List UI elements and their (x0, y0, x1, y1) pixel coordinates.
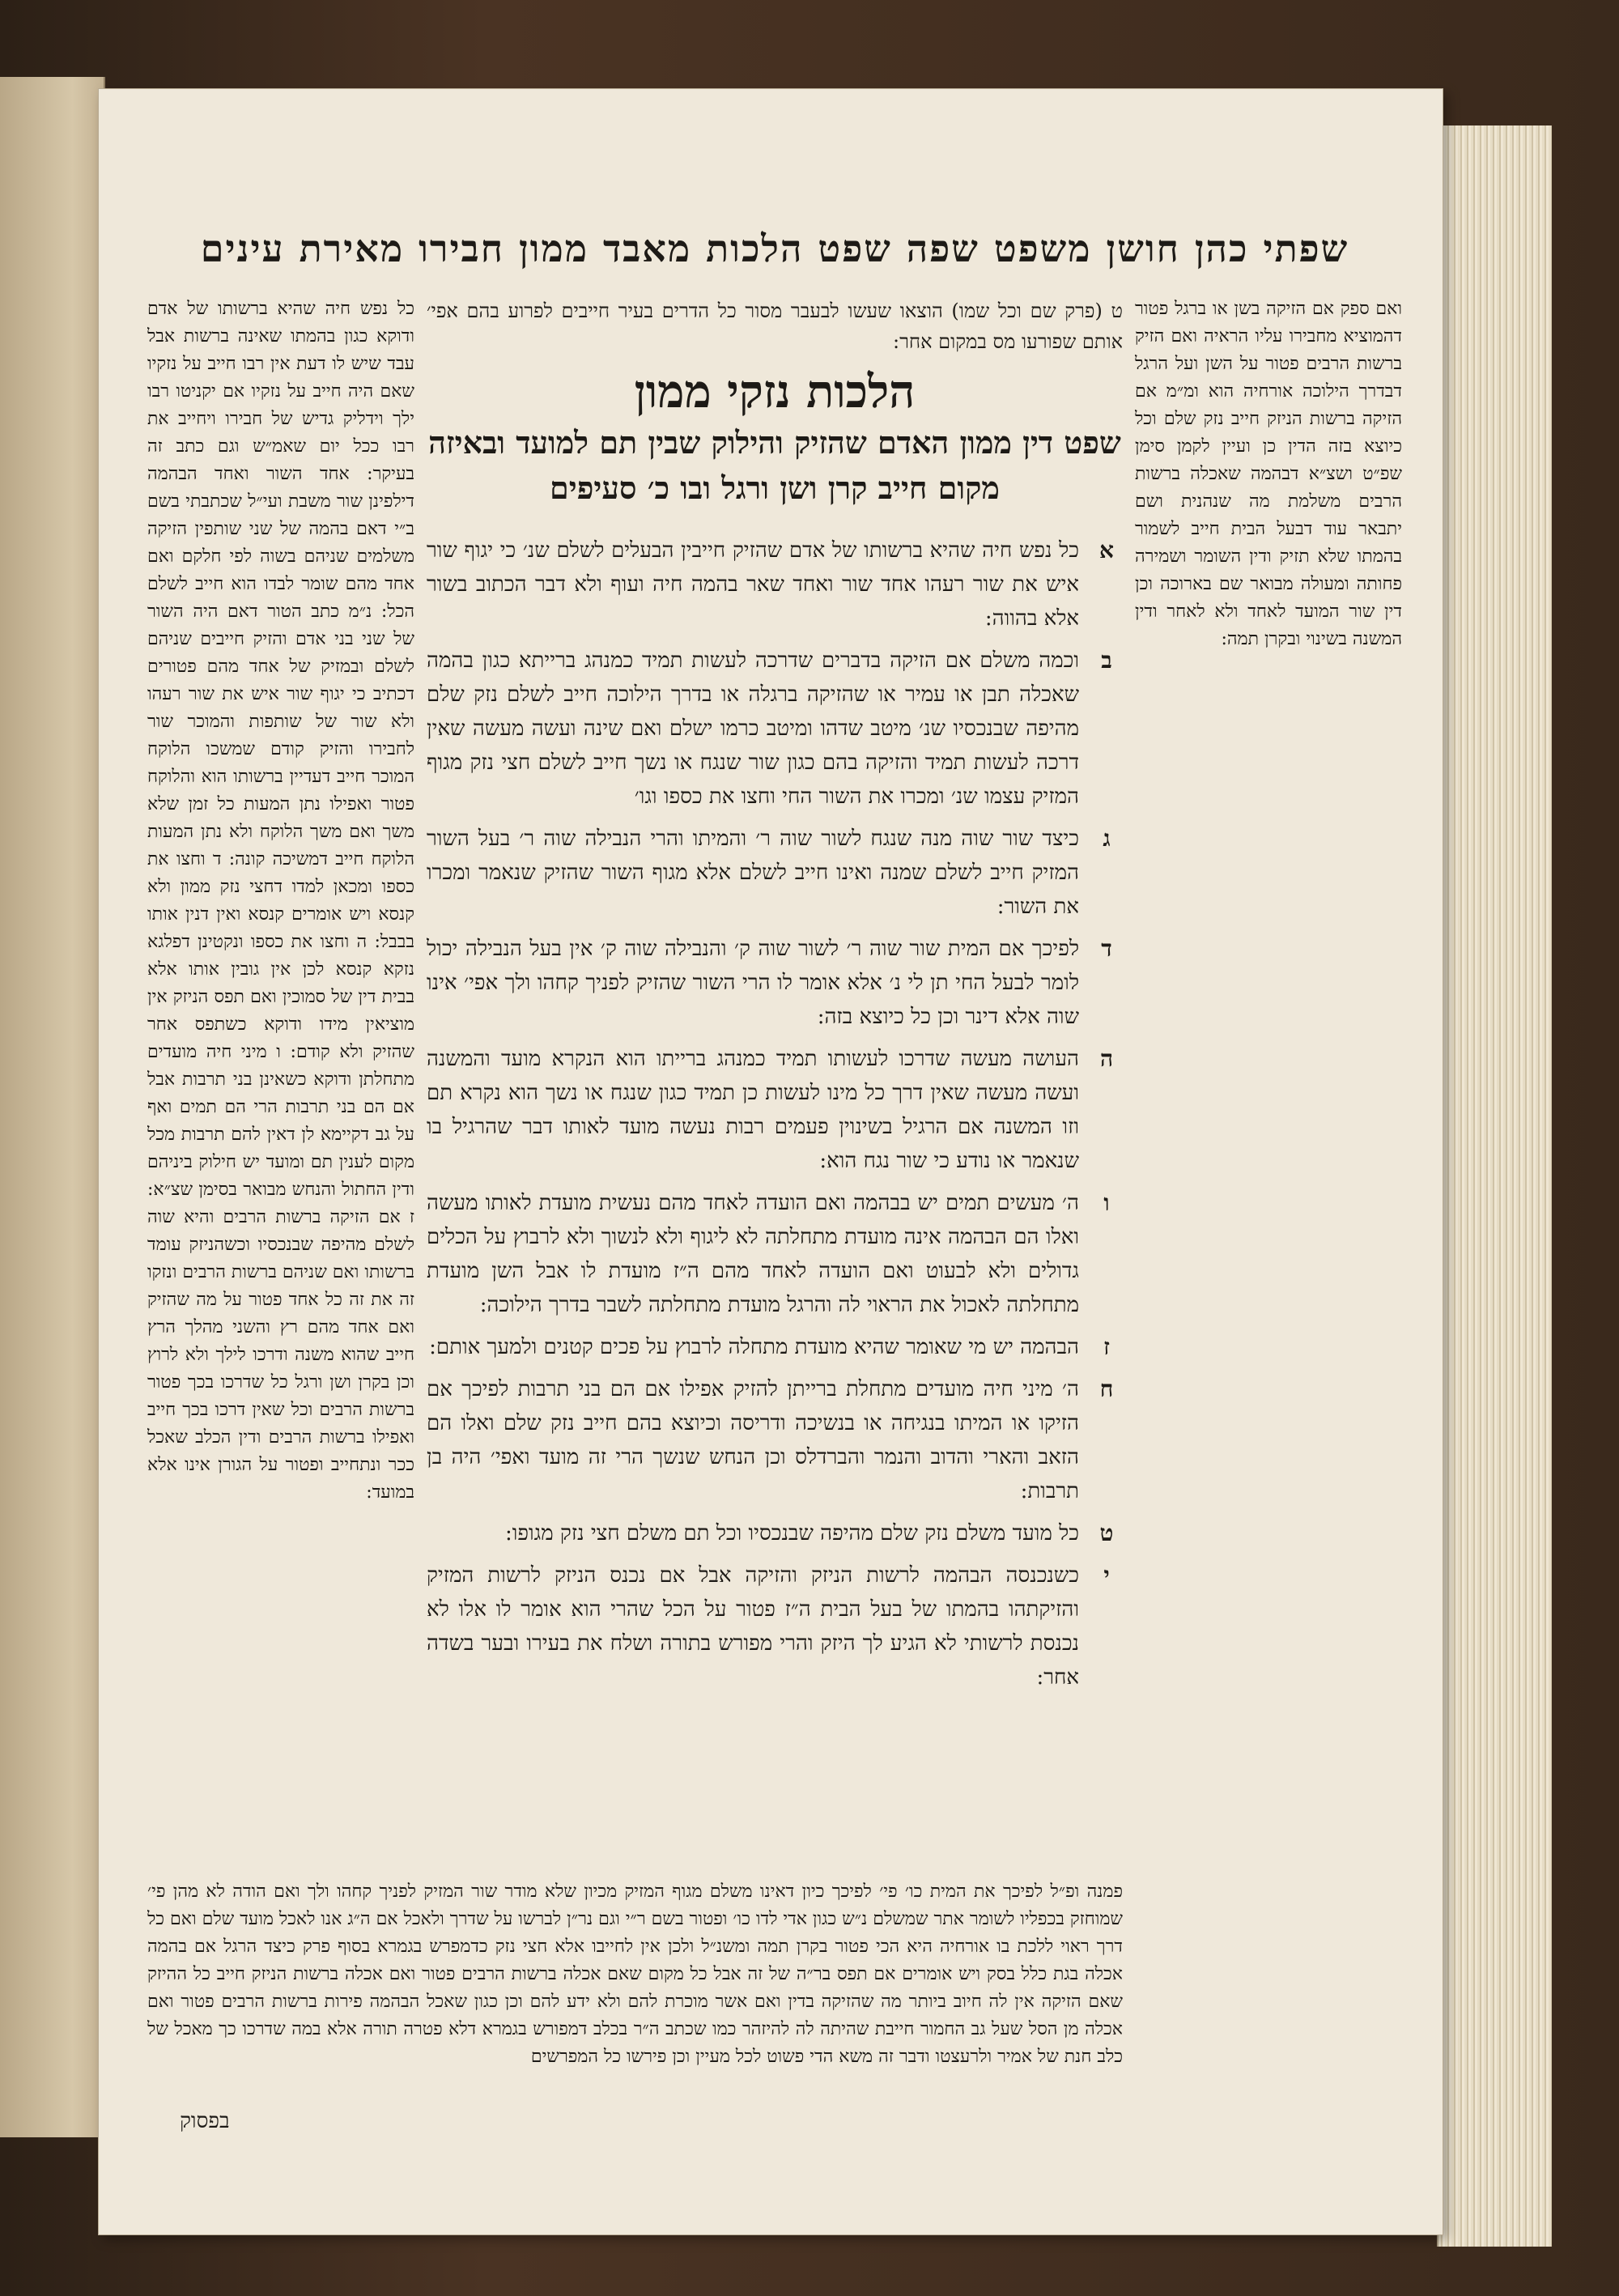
paragraph-letter: ז (1103, 1333, 1110, 1360)
paragraph (427, 1330, 1123, 1364)
paragraph (427, 1372, 1123, 1508)
main-text-column (427, 296, 1123, 1745)
paragraph-text: וכמה משלם אם הזיקה בדברים שדרכה לעשות תמיד כמנהג ברייתא כגון בהמה שאכלה תבן או עמיר או שהזיקה ברגלה או בדרך הילוכה חייב לשלם נזק שלם מהיפה שבנכסיו שנ׳ מיטב שדהו ומיטב כרמו ישלם ואם שינה ועשה מעשה שאין דרכה לעשות תמיד והזיקה בהם כגון שור שנגח או נשך חייב לשלם חצי נזק מגוף המזיק עצמו שנ׳ ומכרו את השור החי וחצו את כספו וגו׳ (427, 648, 1079, 809)
paragraph-text: הבהמה יש מי שאומר שהיא מועדת מתחלה לרבוץ על פכים קטנים ולמעך אותם: (429, 1335, 1079, 1359)
left-commentary-column: כל נפש חיה שהיא ברשותו של אדם ודוקא כגון בהמתו שאינה ברשות אבל עבד שיש לו דעת אין רבו חייב על נזקיו שאם היה חייב על נזקיו אם יקניטו רבו ילך וידליק גדיש של חבירו ויחייב את רבו ככל יום שאמ״ש וגם כתב זה בעיקר: אחד השור ואחד הבהמה דילפינן שור משבת ועי״ל שכתבתי בשם ב״י דאם בהמה של שני שותפין הזיקה משלמים שניהם בשוה לפי חלקם ואם אחד מהם שומר לבדו הוא חייב לשלם הכל: נ״מ כתב הטור דאם היה השור של שני בני אדם והזיק חייבים שניהם לשלם ובמזיק של אחד מהם פטורים דכתיב כי יגוף שור איש את שור רעהו ולא שור של שותפות והמוכר שור לחבירו והזיק קודם שמשכו הלוקח המוכר חייב דעדיין ברשותו הוא והלוקח פטור ואפילו נתן המעות כל זמן שלא משך ואם משך הלוקח ולא נתן המעות הלוקח חייב דמשיכה קונה: ד וחצו את כספו ומכאן למדו דחצי נזק ממון ולא קנסא ויש אומרים קנסא ואין דנין אותו בבבל: ה וחצו את כספו ונקטינן דפלגא נזקא קנסא לכן אין גובין אותו אלא בבית דין של סמוכין ואם תפס הניזק אין מוציאין מידו ודוקא כשתפס אחר שהזיק ולא קודם: ו מיני חיה מועדים מתחלתן ודוקא כשאינן בני תרבות אבל אם הם בני תרבות הרי הם תמים ואף על גב דקיימא לן דאין להם תרבות מכל מקום לענין תם ומועד יש חילוק ביניהם ודין החתול והנחש מבואר בסימן שצ״א: ז אם הזיקה ברשות הרבים והיא שוה לשלם מהיפה שבנכסיו וכשהניזק עומד ברשותו ואם שניהם ברשות הרבים ונזקו זה את זה כל אחד פטור על מה שהזיק ואם אחד מהם רץ והשני מהלך הרץ חייב שהוא משנה ודרכו לילך ולא לרוץ וכן בקרן ושן ורגל כל שדרכו בכך פטור ברשות הרבים וכל שאין דרכו בכך חייב ואפילו ברשות הרבים ודין הכלב שאכל ככר ונתחייב ופטור על הגורן אינו אלא במועד: (147, 299, 414, 1503)
paragraph (427, 534, 1123, 636)
page-content (147, 227, 1402, 2170)
paragraph-letter: ב (1101, 647, 1112, 674)
paragraph-text: ה׳ מעשים תמים יש בבהמה ואם הועדה לאחד מהם נעשית מועדת לאותו מעשה ואלו הם הבהמה אינה מועדת מתחלתה לא ליגוף ולא לנשוך ולא לרבוץ על הכלים גדולים ולא לבעוט ואם הועדה לאחד מהם ה״ז מועדת לו אבל השן מועדת מתחלתה לאכול את הראוי לה והרגל מועדת מתחלתה לשבר בדרך הילוכה: (427, 1191, 1079, 1317)
paragraph (427, 1516, 1123, 1550)
paragraph (427, 644, 1123, 814)
running-head: שפתי כהן חושן משפט שפה שפט הלכות מאבד ממון חבירו מאירת עינים (200, 227, 1349, 270)
paragraph (427, 822, 1123, 924)
paragraph-letter: י (1103, 1562, 1110, 1588)
paragraph-text: כיצד שור שוה מנה שנגח לשור שוה ר׳ והמיתו והרי הנבילה שוה ר׳ בעל השור המזיק חייב לשלם שמנה ואינו חייב לשלם אלא מגוף השור שהזיק שנאמר ומכרו את השור: (427, 827, 1079, 919)
paragraph-letter: א (1099, 537, 1114, 563)
paragraph (427, 1042, 1123, 1178)
paragraph-letter: ט (1099, 1520, 1114, 1546)
paragraph (427, 1558, 1123, 1694)
main-top-text: ט (פרק שם וכל שמו) הוצאו שעשו לבעבר מסור כל הדרים בעיר חייבים לפרוע בהם אפי׳ אותם שפורעו מס במקום אחר: (427, 300, 1123, 353)
paragraph-text: כשנכנסה הבהמה לרשות הניזק והזיקה אבל אם נכנס הניזק לרשות המזיק והזיקתהו בהמתו של בעל הבית ה״ז פטור על הכל שהרי הוא אומר לו אלו לא נכנסת לרשותי לא הגיע לך היזק והרי מפורש בתורה ושלח את בעירו ובער בשדה אחר: (427, 1563, 1079, 1690)
paragraph-text: העושה מעשה שדרכו לעשותו תמיד כמנהג ברייתו הוא הנקרא מועד והמשנה ועשה מעשה שאין דרך כל מינו לעשות כן תמיד כגון שנגח או נשך הוא נקרא תם וזו המשנה אם הרגיל בשינוין פעמים רבות נעשה מועד לאותו דבר שהרגיל בו שנאמר או נודע כי שור נגח הוא: (427, 1047, 1079, 1173)
paragraph-letter: ו (1103, 1189, 1110, 1216)
section-title: הלכות נזקי ממון (634, 365, 916, 419)
facing-page-edge (0, 77, 105, 2137)
paragraph-letter: ה (1099, 1045, 1114, 1072)
paragraph-text: כל מועד משלם נזק שלם מהיפה שבנכסיו וכל תם משלם חצי נזק מגופו: (504, 1521, 1079, 1546)
catchword: בפסוק (180, 2109, 230, 2133)
page-fore-edges (1437, 125, 1552, 2247)
paragraph (427, 932, 1123, 1034)
paragraph-letter: ד (1101, 935, 1112, 962)
paragraph-text: כל נפש חיה שהיא ברשותו של אדם שהזיק חייבין הבעלים לשלם שנ׳ כי יגוף שור איש את שור רעהו אחד שור ואחד שאר בהמה חיה ועוף ולא דבר הכתוב בשור אלא בהווה: (427, 538, 1079, 631)
paragraph-letter: ח (1099, 1375, 1114, 1402)
book-page (99, 89, 1443, 2234)
paragraph-text: ה׳ מיני חיה מועדים מתחלת ברייתן להזיק אפילו אם הם בני תרבות לפיכך אם הזיקו או המיתו בנגיחה או בנשיכה ודריסה וכיוצא בהם חייב נזק שלם ואלו הם הזאב והארי והדוב והנמר והברדלס וכן הנחש שנשך הרי זה מועד ואפי׳ היה בן תרבות: (427, 1377, 1079, 1503)
paragraph-letter: ג (1103, 825, 1111, 852)
bottom-commentary: פמנה ופ״ל לפיכך את המית כו׳ פי׳ לפיכך כיון דאינו משלם מגוף המזיק מכיון שלא מודר שור המזיק לפניך קחהו ולך ואם הודה לא מהן פי׳ שמוחזק בכפליו לשומר אתר שמשלם נ״ש כגון אדי לדו כו׳ ופטור בשם ר״י וגם נר״ן לברשו על שדרך ולאכל אם ה״ג אנו לאכל מועד שלם ואם כל דרך ראוי ללכת בו אורחיה היא הכי פטור בקרן תמה ומשנ״ל ולכן אין לחייבו אלא חצי נזק כדמפרש בגמרא בסוף פרק כיצד הרגל אם בהמה אכלה בגת כלל בסק ויש אומרים אם תפס בר״ה של זה אבל כל מקום שאם אכלה ברשות הרבים פטור ואם אכלה ברשות הניזק חייב כל ההיזק שאם הזיקה אין לה חיוב ביותר מה שהזיקה בדין ואם אשר מוכרת להם ולא ידע להם וכן כגון שאכל הבהמה פירות ברשות הרבים פטור ואם אכלה מן הסל שעל גב החמור חייבת שהיתה לה להיזהר כמו שכתב ה״ר בכלב דמפורש בגמרא דלא פטרה תורה אלא במה שדרכו כך מאכל של כלב חנת של אמיר ולרעצטו ודבר זה משא הדי פשוט לכל מעיין וכן פירשו כל המפרשים (147, 1881, 1123, 2067)
right-commentary-column: ואם ספק אם הזיקה בשן או ברגל פטור דהמוציא מחבירו עליו הראיה ואם הזיק ברשות הרבים פטור על השן ועל הרגל דבדרך הילוכה אורחיה הוא ומ״מ אם הזיקה ברשות הניזק חייב נזק שלם וכל כיוצא בזה הדין כן ועיין לקמן סימן שפ״ט ושצ״א דבהמה שאכלה ברשות הרבים משלמת מה שנהנית ושם יתבאר עוד דבעל הבית חייב לשמור בהמתו שלא תזיק ודין השומר ושמירה פחותה ומעולה מבואר שם בארוכה וכן דין שור המועד לאחד ולא לאחר ודין המשנה בשינוי ובקרן תמה: (1135, 299, 1402, 649)
paragraph-text: לפיכך אם המית שור שוה ר׳ לשור שוה ק׳ והנבילה שוה ק׳ אין בעל הנבילה יכול לומר לבעל החי תן לי נ׳ אלא אומר לו הרי השור שהזיק לפניך קחהו ולך אפי׳ אינו שוה אלא דינר וכן כל כיוצא בזה: (427, 937, 1079, 1029)
paragraph (427, 1186, 1123, 1322)
section-subtitle: שפט דין ממון האדם שהזיק והילוק שבין תם למועד ובאיזה מקום חייב קרן ושן ורגל ובו כ׳ סעיפים (428, 424, 1121, 506)
